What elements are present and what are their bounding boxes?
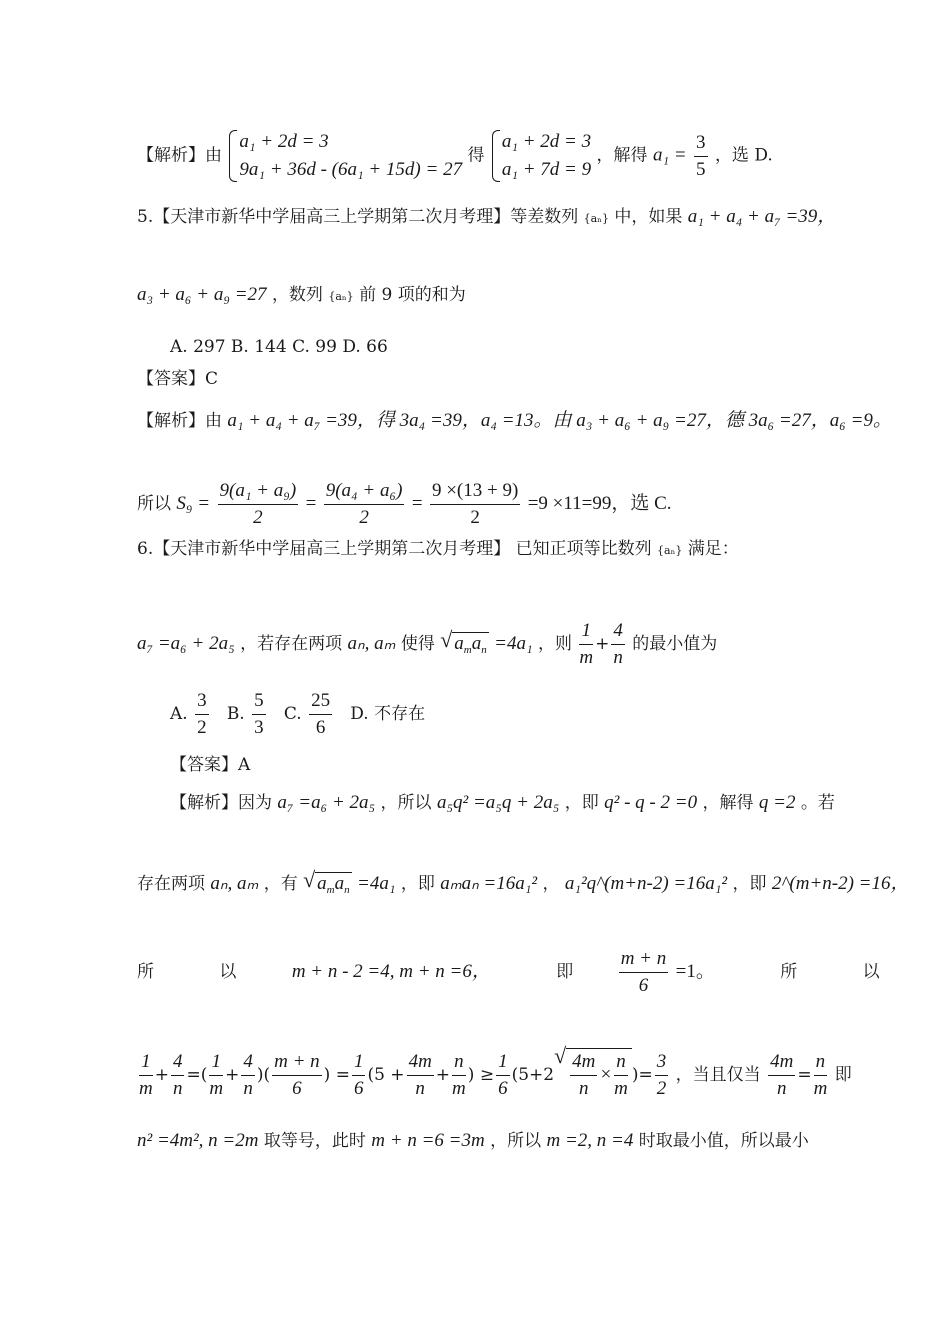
question-6-heading: 6.【天津市新华中学届高三上学期第二次月考理】 已知正项等比数列 {aₙ} 满足： [137, 539, 739, 559]
equation-system-1: a₁ + 2d = 3 9a₁ + 36d - (6a₁ + 15d) = 27 [227, 128, 462, 184]
question-5-sum-line: 所以 S₉ = $\frac{\text{9(a₁ + a₉)}}{2}$ = $\frac{\text{9(a₄ + a₆)}}{2}$ = $\frac{9 \times(13 + 9)}{2}$ =9 ×11=99，选 C. [137, 480, 672, 528]
question-5-heading: 5.【天津市新华中学届高三上学期第二次月考理】等差数列 {aₙ} 中，如果 a₁ + a₄ + a₇ =39， [137, 206, 837, 227]
question-6-answer: 【答案】A [170, 755, 251, 775]
solution-line-q4: 【解析】由 a₁ + 2d = 3 9a₁ + 36d - (6a₁ + 15d) = 27 得 a₁ + 2d = 3 a₁ + 7d = 9 ，解得 a₁ = $\frac{3}{5}$ ，选 D. [137, 128, 773, 184]
question-6-solution-final: n² =4m², n =2m 取等号，此时 m + n =6 =3m ，所以 m =2, n =4 时取最小值，所以最小 [137, 1130, 809, 1151]
question-6-solution-line-2: 存在两项 aₙ, aₘ ，有 √ $a_ma_n =4a_1$ ，即 aₘaₙ =16a₁² ， a₁²q^(m+n-2) =16a₁² ，即 2^(m+n-2) =16， [137, 872, 910, 901]
question-5-solution: 【解析】由 a₁ + a₄ + a₇ =39，得 3a₄ =39，a₄ =13。由 a₃ + a₆ + a₉ =27，德 3a₆ =27，a₆ =9。 [137, 410, 892, 431]
question-6-solution-line-3: 所 以 m + n - 2 =4, m + n =6， 即 $\frac{m + n}{6}$ =1。 所 以 [137, 948, 880, 996]
question-6-options: A. $\frac{3}{2}$ B. $\frac{5}{3}$ C. $\frac{25}{6}$ D. 不存在 [170, 690, 426, 738]
analysis-label: 【解析】由 [137, 145, 222, 166]
question-6-condition: a₇ =a₆ + 2a₅ ，若存在两项 aₙ, aₘ 使得 √ $a_ma_n =4a_1$ ，则 $\frac{1}{m}$ + $\frac{4}{n}$ 的最小值为 [137, 618, 717, 671]
question-6-solution-line-1: 【解析】因为 a₇ =a₆ + 2a₅ ，所以 a₅q² =a₅q + 2a₅ ，即 q² - q - 2 =0 ，解得 q =2 。若 [170, 792, 835, 813]
question-5-line-2: a₃ + a₆ + a₉ =27 ，数列 {aₙ} 前 9 项的和为 [137, 284, 466, 305]
question-5-options: A. 297 B. 144 C. 99 D. 66 [170, 337, 388, 357]
fraction-three-fifths: $\frac{3}{5}$ [696, 131, 706, 180]
sqrt-am-an: √ $a_ma_n$ [440, 632, 488, 661]
question-5-answer: 【答案】C [137, 369, 219, 389]
equation-system-2: a₁ + 2d = 3 a₁ + 7d = 9 [490, 128, 591, 184]
question-6-inequality-line: $\frac{1}{m}$ + $\frac{4}{n}$ =( $\frac{1}{m}$ + $\frac{4}{n}$ )( $\frac{m + n}{6}$ ) = $\frac{1}{6}$ (5 + $\frac{4m}{n}$ + $\frac{n}{m}$ ) ≥ $\frac{1}{6}$ (5+2 √ $\frac{4m}{n}$ × $\frac{n}{m}$ )= $\frac{3}{2}$ ，当且仅当 $\frac{4m}{n}$ = $\frac{n}{m}$ 即 [137, 1048, 852, 1102]
